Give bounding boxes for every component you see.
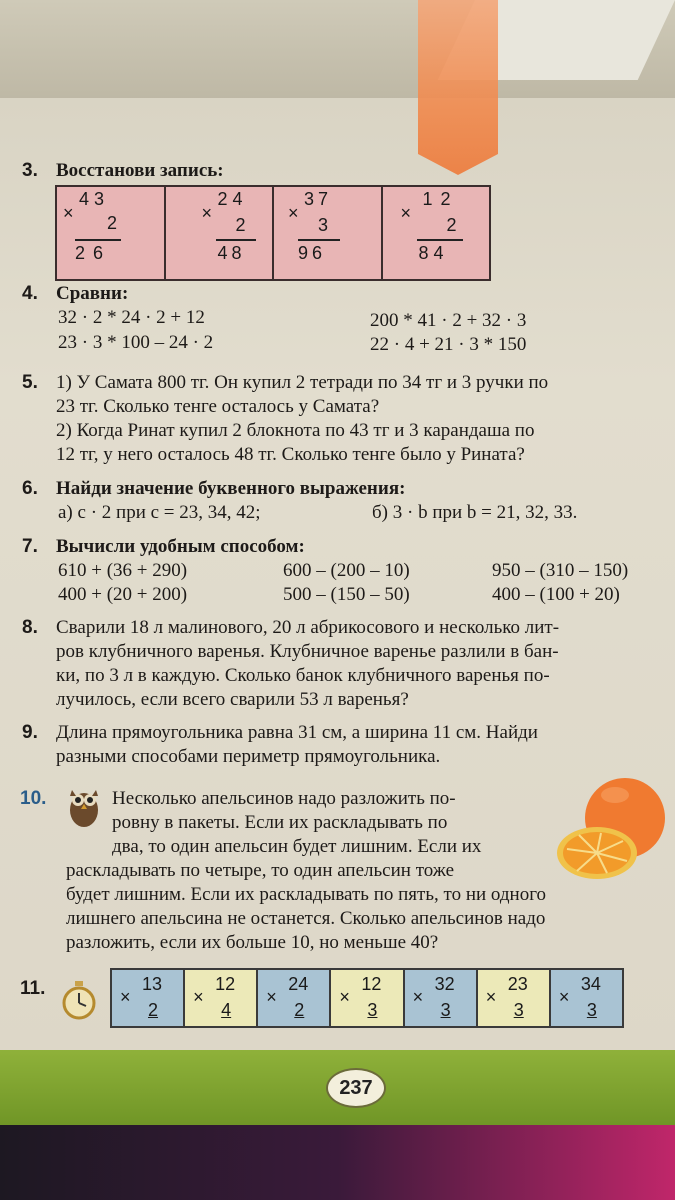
task-7-r1-c3: 950 – (310 – 150): [492, 560, 629, 581]
task-5-line-3: 2) Когда Ринат купил 2 блокнота по 43 тг и 3 карандаша по: [56, 420, 535, 441]
task-5-line-4: 12 тг, у него осталось 48 тг. Сколько тенге было у Рината?: [56, 444, 525, 465]
orange-bookmark: [418, 0, 498, 175]
grid-cell-4: [331, 970, 404, 1026]
times-sign: ×: [412, 987, 424, 1007]
page-number: 237: [326, 1068, 386, 1108]
orange-illustration: [555, 773, 675, 883]
owl-icon: [66, 782, 102, 830]
task-6-a: а) c · 2 при c = 23, 34, 42;: [58, 502, 261, 523]
cell-bottom: 3: [586, 1000, 597, 1020]
task-11-number: 11.: [20, 978, 46, 999]
times-sign: ×: [201, 203, 213, 223]
task-3-title: Восстанови запись:: [56, 160, 224, 181]
times-sign: ×: [193, 987, 204, 1007]
grid-cell-2: [185, 970, 258, 1026]
cell-bot-l: 9: [298, 243, 309, 263]
times-sign: ×: [266, 987, 277, 1007]
cell-mid: 3: [318, 215, 329, 235]
cell-mid: 2: [107, 213, 118, 233]
task-7-r2-c3: 400 – (100 + 20): [492, 584, 620, 605]
cell-line: [417, 239, 463, 241]
task-8-line-2: ров клубничного варенья. Клубничное варенье разлили в бан-: [56, 641, 559, 662]
task-10-line-3: два, то один апельсин будет лишним. Если их: [112, 836, 482, 857]
task-8-number: 8.: [22, 617, 38, 638]
cell-line: [75, 239, 121, 241]
task-7-r2-c2: 500 – (150 – 50): [283, 584, 410, 605]
grid-cell-6: [478, 970, 551, 1026]
grid-cell-5: [405, 970, 478, 1026]
task-4-left-2: 23 · 3 * 100 – 24 · 2: [58, 332, 214, 353]
task-3-grid: [55, 185, 491, 281]
task-8-line-1: Сварили 18 л малинового, 20 л абрикосового и несколько лит-: [56, 617, 560, 638]
task-10-line-5: будет лишним. Если их раскладывать по пять, то ни одного: [66, 884, 547, 905]
task-7-r1-c1: 610 + (36 + 290): [58, 560, 188, 581]
times-sign: ×: [485, 987, 497, 1007]
cell-bot-l: 4: [217, 243, 228, 263]
cell-bottom: 3: [367, 1000, 378, 1020]
background-paper: [0, 0, 675, 105]
cell-bottom: 3: [513, 1000, 524, 1020]
cell-bot-r: 6: [312, 243, 323, 263]
task-10-line-6: лишнего апельсина не останется. Сколько апельсинов надо: [66, 908, 546, 929]
cell-top: 23: [507, 974, 528, 994]
cell-line: [216, 239, 256, 241]
times-sign: ×: [120, 987, 131, 1007]
task-9-line-1: Длина прямоугольника равна 31 см, а ширина 11 см. Найди: [56, 722, 538, 743]
cell-bottom: 2: [294, 1000, 305, 1020]
times-sign: ×: [558, 987, 570, 1007]
cell-top: 12: [215, 974, 236, 994]
task-10-line-4: раскладывать по четыре, то один апельсин тоже: [66, 860, 455, 881]
cell-bot: 8 4: [418, 243, 444, 263]
task-6-number: 6.: [22, 478, 38, 499]
task-3-number: 3.: [22, 160, 38, 181]
cell-bot-r: 6: [93, 243, 104, 263]
background-fabric: [0, 1125, 675, 1200]
cell-top: 12: [361, 974, 382, 994]
cell-line: [298, 239, 340, 241]
cell-top: 13: [142, 974, 163, 994]
cell-mid: 2: [446, 215, 457, 235]
task-7-r2-c1: 400 + (20 + 200): [58, 584, 188, 605]
task-9-line-2: разными способами периметр прямоугольника.: [56, 746, 441, 767]
cell-top-r: 2: [440, 189, 451, 209]
task-4-right-2: 22 · 4 + 21 · 3 * 150: [370, 334, 527, 355]
task-4-title: Сравни:: [56, 283, 129, 304]
task-7-title: Вычисли удобным способом:: [56, 536, 305, 557]
task-8-line-3: ки, по 3 л в каждую. Сколько банок клубничного варенья по-: [56, 665, 550, 686]
cell-bottom: 2: [148, 1000, 159, 1020]
task-10-line-2: ровну в пакеты. Если их раскладывать по: [112, 812, 448, 833]
task-7-r1-c2: 600 – (200 – 10): [283, 560, 410, 581]
stopwatch-icon: [62, 980, 96, 1020]
task-10-line-1: Несколько апельсинов надо разложить по-: [112, 788, 456, 809]
grid-cell-1: [112, 970, 185, 1026]
cell-mid: 2: [235, 215, 246, 235]
task-10-number: 10.: [20, 788, 47, 809]
task-5-number: 5.: [22, 372, 38, 393]
task-8-line-4: лучилось, если всего сварили 53 л варенья?: [56, 689, 409, 710]
cell-top-l: 1: [422, 189, 433, 209]
grid-cell-4: [383, 187, 490, 279]
grid-cell-2: [166, 187, 275, 279]
times-sign: ×: [288, 203, 299, 223]
grid-cell-7: [551, 970, 622, 1026]
cell-top: 2 4: [217, 189, 243, 209]
times-sign: ×: [63, 203, 74, 223]
task-7-number: 7.: [22, 536, 38, 557]
cell-top-l: 3: [304, 189, 315, 209]
task-4-right-1: 200 * 41 · 2 + 32 · 3: [370, 310, 527, 331]
task-6-title: Найди значение буквенного выражения:: [56, 478, 406, 499]
cell-top: 34: [580, 974, 601, 994]
cell-top: 32: [434, 974, 455, 994]
task-5-line-1: 1) У Самата 800 тг. Он купил 2 тетради по 34 тг и 3 ручки по: [56, 372, 549, 393]
times-sign: ×: [400, 203, 412, 223]
task-4-number: 4.: [22, 283, 38, 304]
task-4-left-1: 32 · 2 * 24 · 2 + 12: [58, 307, 205, 328]
task-6-b: б) 3 · b при b = 21, 32, 33.: [372, 502, 578, 523]
cell-top-r: 7: [318, 189, 329, 209]
task-10-line-7: разложить, если их больше 10, но меньше 40?: [66, 932, 439, 953]
cell-bot-r: 8: [231, 243, 242, 263]
cell-bottom: 3: [440, 1000, 451, 1020]
cell-top: 4 3: [79, 189, 105, 209]
grid-cell-3: [274, 187, 383, 279]
task-11-grid: [110, 968, 624, 1028]
cell-bottom: 4: [221, 1000, 232, 1020]
cell-bot-l: 2: [75, 243, 86, 263]
cell-top: 24: [288, 974, 309, 994]
times-sign: ×: [339, 987, 350, 1007]
task-9-number: 9.: [22, 722, 38, 743]
grid-cell-3: [258, 970, 331, 1026]
task-5-line-2: 23 тг. Сколько тенге осталось у Самата?: [56, 396, 380, 417]
grid-cell-1: [57, 187, 166, 279]
